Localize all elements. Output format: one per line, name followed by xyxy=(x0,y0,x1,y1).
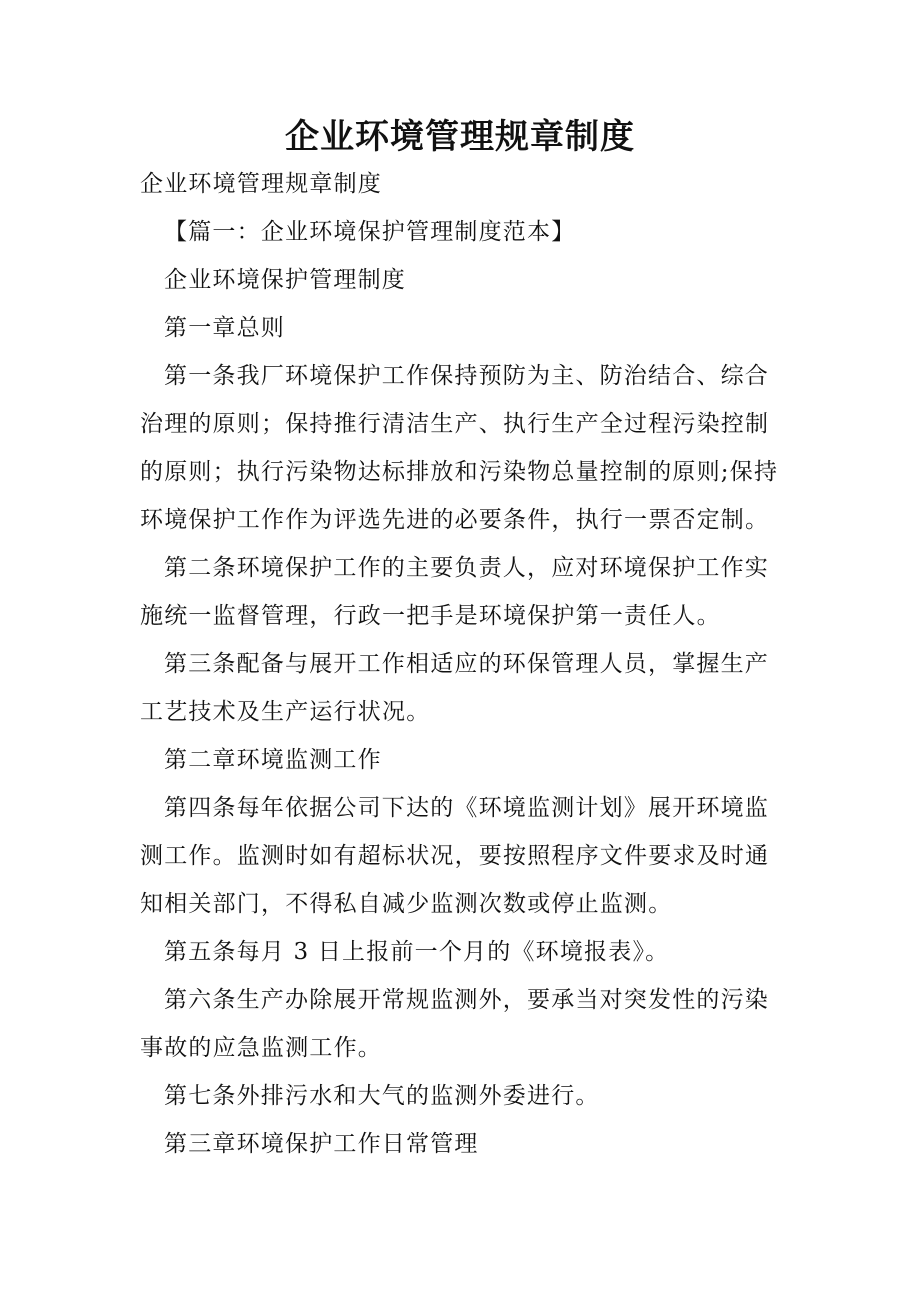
document-title: 企业环境管理规章制度 xyxy=(285,117,635,157)
paragraph-subtitle: 企业环境管理规章制度 xyxy=(140,171,382,197)
article-6: 第六条生产办除展开常规监测外，要承当对突发性的污染事故的应急监测工作。 xyxy=(140,987,769,1061)
paragraph-section-heading: 【篇一：企业环境保护管理制度范本】 xyxy=(164,219,576,245)
article-1: 第一条我厂环境保护工作保持预防为主、防治结合、综合治理的原则；保持推行清洁生产、执行生产全过程污染控制的原则；执行污染物达标排放和污染物总量控制的原则;保持环境保护工作作为评选先进的必要条件，执行一票否定制。 xyxy=(140,363,779,533)
article-5: 第五条每月 3 日上报前一个月的《环境报表》。 xyxy=(164,939,670,965)
article-2: 第二条环境保护工作的主要负责人，应对环境保护工作实施统一监督管理，行政一把手是环境保护第一责任人。 xyxy=(140,555,769,629)
chapter-heading-2: 第二章环境监测工作 xyxy=(164,747,382,773)
document-body xyxy=(140,160,790,1168)
article-4: 第四条每年依据公司下达的《环境监测计划》展开环境监测工作。监测时如有超标状况，要按照程序文件要求及时通知相关部门，不得私自减少监测次数或停止监测。 xyxy=(140,795,770,917)
paragraph-policy-title: 企业环境保护管理制度 xyxy=(164,267,406,293)
chapter-heading-1: 第一章总则 xyxy=(164,315,285,341)
article-3: 第三条配备与展开工作相适应的环保管理人员，掌握生产工艺技术及生产运行状况。 xyxy=(140,651,769,725)
chapter-heading-3: 第三章环境保护工作日常管理 xyxy=(164,1131,479,1157)
article-7: 第七条外排污水和大气的监测外委进行。 xyxy=(164,1083,600,1109)
